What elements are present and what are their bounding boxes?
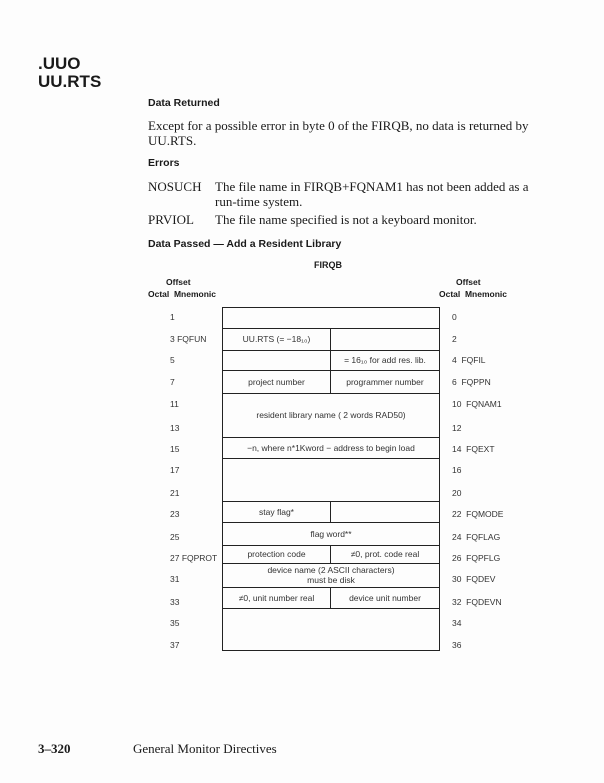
left-offset-label: 5 xyxy=(170,355,175,365)
firqb-row xyxy=(223,438,439,460)
firqb-row xyxy=(223,329,439,352)
left-offset-label: 11 xyxy=(170,399,179,409)
firqb-field: project number xyxy=(248,376,305,387)
left-offset-label: 37 xyxy=(170,640,180,650)
firqb-field: stay flag* xyxy=(259,506,294,517)
firqb-field: flag word** xyxy=(310,528,352,539)
firqb-field: = 16₁₀ for add res. lib. xyxy=(330,351,439,370)
firqb-row xyxy=(223,351,439,371)
right-offset-label: 2 xyxy=(452,333,457,344)
right-offset-label: 20 xyxy=(452,488,462,498)
firqb-field xyxy=(330,502,439,523)
firqb-field xyxy=(223,459,439,501)
firqb-row xyxy=(223,394,439,438)
firqb-field: protection code xyxy=(247,549,306,560)
left-offset-label: 7 xyxy=(170,377,175,387)
left-offset-label: 27 FQPROT xyxy=(170,552,218,563)
left-offset-label: 21 xyxy=(170,488,180,498)
heading-line2: UU.RTS xyxy=(38,72,102,91)
left-offset-label: 17 xyxy=(170,465,180,475)
left-offset-label: 23 xyxy=(170,509,180,519)
firqb-row xyxy=(223,523,439,546)
right-offset-label: 16 xyxy=(452,465,462,475)
error-text: The file name specified is not a keyboard monitor. xyxy=(215,212,477,227)
firqb-row xyxy=(223,459,439,502)
firqb-field: −n, where n*1Kword − address to begin load xyxy=(247,442,415,453)
right-offset-label: 36 xyxy=(452,640,462,650)
right-offset-label: 32 FQDEVN xyxy=(452,597,502,607)
right-offset-label: 30 FQDEV xyxy=(452,574,496,584)
data-returned-text: Except for a possible error in byte 0 of the FIRQB, no data is returned by UU.RTS. xyxy=(148,118,529,148)
firqb-field xyxy=(223,308,439,328)
firqb-row xyxy=(223,564,439,588)
error-code: NOSUCH xyxy=(148,179,202,194)
errors-title: Errors xyxy=(148,157,180,169)
data-passed-title: Data Passed — Add a Resident Library xyxy=(148,238,342,250)
firqb-row xyxy=(223,588,439,610)
data-returned-title: Data Returned xyxy=(148,97,220,109)
firqb-row xyxy=(223,371,439,395)
left-header-mnemonic: Octal Mnemonic xyxy=(148,289,217,299)
right-header-offset: Offset xyxy=(456,277,481,287)
right-offset-label: 12 xyxy=(452,423,462,433)
left-offset-label: 33 xyxy=(170,597,180,607)
error-text: The file name in FIRQB+FQNAM1 has not been added as a run-time system. xyxy=(215,179,529,209)
firqb-field xyxy=(223,351,330,370)
left-offset-label: 1 xyxy=(170,311,175,322)
firqb-field xyxy=(330,329,439,351)
firqb-field: resident library name ( 2 words RAD50) xyxy=(256,410,406,421)
firqb-row xyxy=(223,308,439,329)
firqb-field: device name (2 ASCII characters) must be disk xyxy=(267,565,395,586)
footer-title: General Monitor Directives xyxy=(133,741,277,756)
right-header-mnemonic: Octal Mnemonic xyxy=(439,289,508,299)
firqb-field: device unit number xyxy=(330,588,439,609)
right-offset-label: 0 xyxy=(452,311,457,322)
right-offset-label: 6 FQPPN xyxy=(452,377,491,387)
footer-page-number: 3–320 xyxy=(38,741,71,756)
right-offset-label: 34 xyxy=(452,618,462,628)
right-offset-label: 26 FQPFLG xyxy=(452,552,501,563)
left-header-offset: Offset xyxy=(166,277,191,287)
left-offset-label: 25 xyxy=(170,531,180,542)
diagram-title: FIRQB xyxy=(314,260,342,270)
right-offset-label: 4 FQFIL xyxy=(452,355,486,365)
right-offset-label: 24 FQFLAG xyxy=(452,531,501,542)
firqb-row xyxy=(223,609,439,651)
right-offset-label: 10 FQNAM1 xyxy=(452,399,502,409)
firqb-field: ≠0, unit number real xyxy=(238,592,315,603)
firqb-field: ≠0, prot. code real xyxy=(330,546,439,564)
firqb-field xyxy=(223,609,439,650)
firqb-row xyxy=(223,546,439,565)
left-offset-label: 3 FQFUN xyxy=(170,333,207,344)
heading-line1: .UUO xyxy=(38,54,81,73)
firqb-field: UU.RTS (= −18₁₀) xyxy=(242,334,311,345)
error-code: PRVIOL xyxy=(148,212,194,227)
left-offset-label: 31 xyxy=(170,574,180,584)
right-offset-label: 22 FQMODE xyxy=(452,509,504,519)
firqb-row xyxy=(223,502,439,524)
firqb-diagram xyxy=(222,307,440,651)
left-offset-label: 35 xyxy=(170,618,180,628)
right-offset-label: 14 FQEXT xyxy=(452,444,495,454)
left-offset-label: 13 xyxy=(170,423,180,433)
firqb-field: programmer number xyxy=(330,371,439,394)
left-offset-label: 15 xyxy=(170,444,180,454)
